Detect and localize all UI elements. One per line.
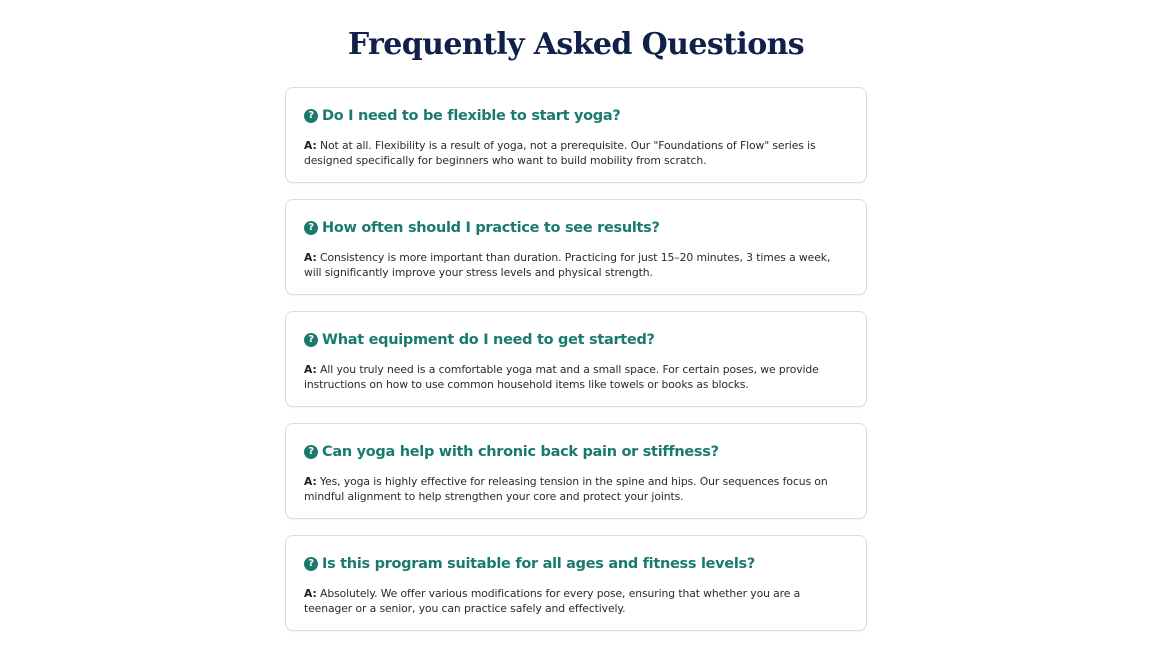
faq-item[interactable] bbox=[285, 87, 867, 183]
faq-item[interactable] bbox=[285, 535, 867, 631]
faq-question-text: Do I need to be flexible to start yoga? bbox=[322, 108, 621, 124]
faq-answer bbox=[304, 138, 848, 168]
faq-answer bbox=[304, 362, 848, 392]
faq-answer-text: Not at all. Flexibility is a result of yoga, not a prerequisite. Our "Foundations of Flow" series is designed specifically for beginners who want to build mobility from scratch. bbox=[304, 139, 816, 167]
question-circle-icon: ? bbox=[304, 557, 318, 571]
faq-item[interactable] bbox=[285, 311, 867, 407]
faq-question-text: Is this program suitable for all ages and fitness levels? bbox=[322, 556, 755, 572]
faq-question[interactable] bbox=[304, 442, 848, 462]
faq-answer bbox=[304, 474, 848, 504]
faq-question[interactable] bbox=[304, 554, 848, 574]
faq-question-text: How often should I practice to see results? bbox=[322, 220, 660, 236]
answer-prefix: A: bbox=[304, 587, 317, 600]
faq-answer-text: Consistency is more important than duration. Practicing for just 15–20 minutes, 3 times a week, will significantly improve your stress levels and physical strength. bbox=[304, 251, 831, 279]
faq-question-text: Can yoga help with chronic back pain or stiffness? bbox=[322, 444, 719, 460]
faq-question[interactable] bbox=[304, 106, 848, 126]
faq-item[interactable] bbox=[285, 423, 867, 519]
question-circle-icon: ? bbox=[304, 221, 318, 235]
faq-answer bbox=[304, 250, 848, 280]
answer-prefix: A: bbox=[304, 251, 317, 264]
faq-question-text: What equipment do I need to get started? bbox=[322, 332, 655, 348]
answer-prefix: A: bbox=[304, 475, 317, 488]
faq-item[interactable] bbox=[285, 199, 867, 295]
faq-question[interactable] bbox=[304, 218, 848, 238]
faq-answer bbox=[304, 586, 848, 616]
faq-list bbox=[285, 87, 867, 647]
page-title: Frequently Asked Questions bbox=[347, 27, 805, 62]
question-circle-icon: ? bbox=[304, 109, 318, 123]
faq-answer-text: Absolutely. We offer various modifications for every pose, ensuring that whether you are a teenager or a senior, you can practice safely and effectively. bbox=[304, 587, 801, 615]
answer-prefix: A: bbox=[304, 363, 317, 376]
faq-answer-text: Yes, yoga is highly effective for releasing tension in the spine and hips. Our sequences focus on mindful alignment to help strengthen your core and protect your joints. bbox=[304, 475, 828, 503]
faq-question[interactable] bbox=[304, 330, 848, 350]
question-circle-icon: ? bbox=[304, 445, 318, 459]
answer-prefix: A: bbox=[304, 139, 317, 152]
question-circle-icon: ? bbox=[304, 333, 318, 347]
faq-answer-text: All you truly need is a comfortable yoga mat and a small space. For certain poses, we provide instructions on how to use common household items like towels or books as blocks. bbox=[304, 363, 819, 391]
